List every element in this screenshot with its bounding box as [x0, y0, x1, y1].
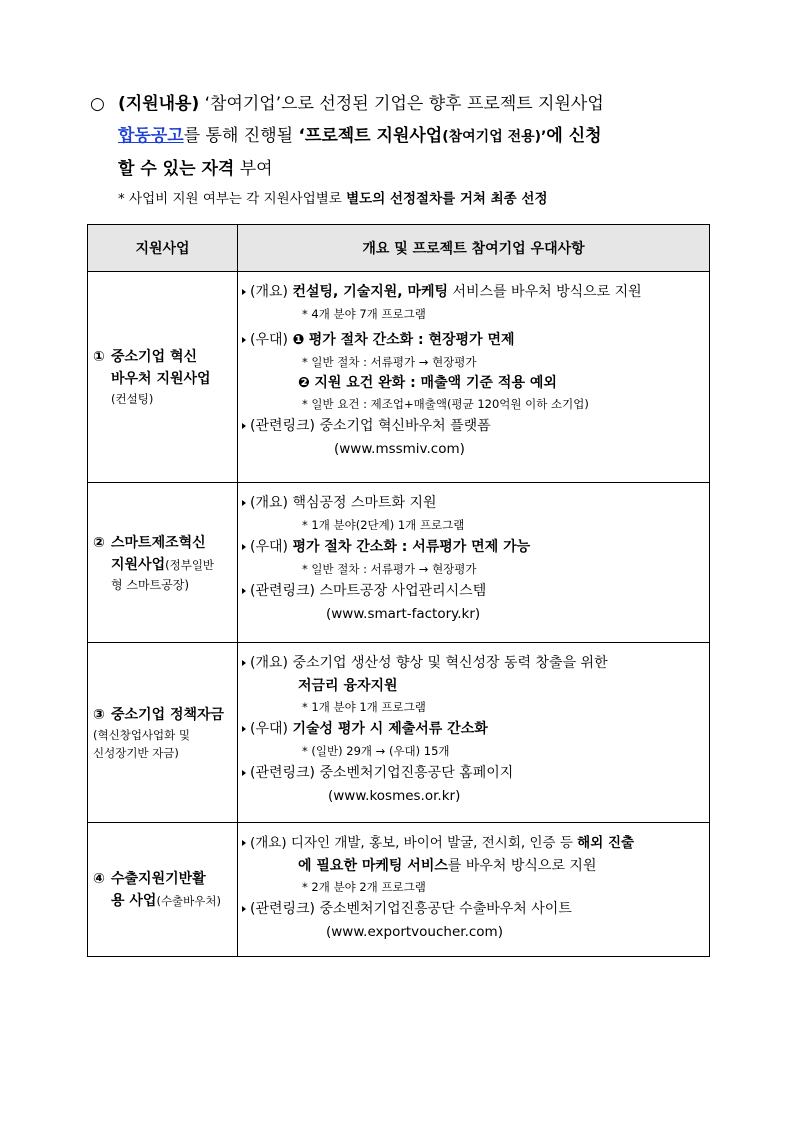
- circle-bullet-icon: ○: [90, 94, 105, 114]
- program-detail-cell: [238, 483, 710, 643]
- intro-line-2: [90, 120, 720, 153]
- program-name-cell: ④ 수출지원기반활 용 사업(수출바우처): [88, 823, 238, 957]
- program-name-cell: [88, 643, 238, 823]
- overview-line-2: 에 필요한 마케팅 서비스를 바우처 방식으로 지원: [298, 858, 597, 874]
- program-subtitle: (혁신창업사업화 및: [93, 727, 191, 742]
- overview-line: (개요) 중소기업 생산성 향상 및 혁신성장 동력 창출을 위한: [242, 651, 705, 675]
- table-row: [88, 823, 710, 957]
- program-name: ③ 중소기업 정책자금: [93, 706, 225, 723]
- intro-note-text: * 사업비 지원 여부는 각 지원사업별로: [118, 191, 347, 207]
- triangle-bullet-icon: [242, 423, 246, 429]
- intro-note: [90, 187, 720, 211]
- support-program-table: [87, 224, 710, 957]
- link-url[interactable]: (www.smart-factory.kr): [326, 606, 481, 622]
- header-overview: 개요 및 프로젝트 참여기업 우대사항: [238, 225, 710, 272]
- intro-bold-2c: 에 신청: [546, 126, 602, 146]
- link-line: (관련링크) 중소벤처기업진흥공단 홈페이지: [242, 761, 705, 785]
- number-1-icon: ❶: [292, 332, 305, 348]
- number-2-icon: ❷: [298, 375, 310, 391]
- overview-note: * 1개 분야(2단계) 1개 프로그램: [302, 518, 465, 532]
- triangle-bullet-icon: [242, 726, 246, 732]
- program-name: ② 스마트제조혁신: [93, 534, 206, 551]
- link-url[interactable]: (www.mssmiv.com): [334, 441, 465, 457]
- link-line: (관련링크) 중소기업 혁신바우처 플랫폼: [242, 414, 705, 438]
- preference-line-2: ❷ 지원 요건 완화 : 매출액 기준 적용 예외: [298, 375, 557, 391]
- triangle-bullet-icon: [242, 337, 246, 343]
- triangle-bullet-icon: [242, 906, 246, 912]
- joint-announcement-link[interactable]: 합동공고: [118, 126, 184, 146]
- table-row: [88, 272, 710, 483]
- preference-note: * 일반 절차 : 서류평가 → 현장평가: [302, 562, 477, 576]
- program-subtitle: 형 스마트공장): [111, 577, 190, 592]
- triangle-bullet-icon: [242, 544, 246, 550]
- triangle-bullet-icon: [242, 840, 246, 846]
- link-line: (관련링크) 스마트공장 사업관리시스템: [242, 579, 705, 603]
- overview-note: * 4개 분야 7개 프로그램: [302, 307, 426, 321]
- preference-line: (우대) 평가 절차 간소화 : 서류평가 면제 가능: [242, 535, 705, 559]
- triangle-bullet-icon: [242, 770, 246, 776]
- overview-line: (개요) 컨설팅, 기술지원, 마케팅 서비스를 바우처 방식으로 지원: [242, 280, 705, 304]
- overview-line-2: 저금리 융자지원: [298, 678, 398, 694]
- triangle-bullet-icon: [242, 289, 246, 295]
- intro-text-1: ‘참여기업’으로 선정된 기업은 향후 프로젝트 지원사업: [199, 94, 604, 114]
- program-detail-cell: [238, 643, 710, 823]
- intro-note-bold: 별도의 선정절차를 거쳐 최종 선정: [346, 191, 548, 207]
- intro-bold-3: 할 수 있는 자격: [118, 159, 235, 179]
- triangle-bullet-icon: [242, 500, 246, 506]
- overview-note: * 2개 분야 2개 프로그램: [302, 880, 426, 894]
- intro-text-3: 부여: [234, 159, 273, 179]
- overview-note: * 1개 분야 1개 프로그램: [302, 700, 426, 714]
- preference-line: (우대) 기술성 평가 시 제출서류 간소화: [242, 717, 705, 741]
- link-url[interactable]: (www.exportvoucher.com): [326, 924, 503, 940]
- link-url[interactable]: (www.kosmes.or.kr): [328, 788, 461, 804]
- header-program: 지원사업: [88, 225, 238, 272]
- intro-text-2: 를 통해 진행될: [183, 126, 299, 146]
- program-detail-cell: [238, 272, 710, 483]
- intro-bold-2b: (참여기업 전용)’: [442, 129, 547, 145]
- preference-note: * (일반) 29개 → (우대) 15개: [302, 744, 450, 758]
- link-line: (관련링크) 중소벤처기업진흥공단 수출바우처 사이트: [242, 897, 705, 921]
- program-name-cell: ② 스마트제조혁신 지원사업(정부일반 형 스마트공장): [88, 483, 238, 643]
- triangle-bullet-icon: [242, 660, 246, 666]
- triangle-bullet-icon: [242, 588, 246, 594]
- preference-note-2: * 일반 요건 : 제조업+매출액(평균 120억원 이하 소기업): [302, 397, 589, 411]
- program-name: ① 중소기업 혁신: [93, 349, 198, 365]
- table-header-row: [88, 225, 710, 272]
- program-name-cell: ① 중소기업 혁신 바우처 지원사업 (컨설팅): [88, 272, 238, 483]
- table-row: [88, 483, 710, 643]
- program-detail-cell: [238, 823, 710, 957]
- overview-line: (개요) 디자인 개발, 홍보, 바이어 발굴, 전시회, 인증 등 해외 진출: [242, 831, 705, 855]
- intro-heading: (지원내용): [118, 94, 200, 114]
- program-subtitle-2: 신성장기반 자금): [93, 745, 179, 760]
- overview-line: (개요) 핵심공정 스마트화 지원: [242, 491, 705, 515]
- table-row: [88, 643, 710, 823]
- intro-section: [90, 88, 720, 211]
- preference-line: (우대) ❶ 평가 절차 간소화 : 현장평가 면제: [242, 328, 705, 352]
- program-name: ④ 수출지원기반활: [93, 870, 206, 887]
- program-subtitle: (컨설팅): [111, 392, 154, 406]
- intro-line-3: [90, 153, 720, 185]
- intro-bold-2a: ‘프로젝트 지원사업: [298, 126, 443, 146]
- intro-line-1: [90, 88, 720, 120]
- preference-note: * 일반 절차 : 서류평가 → 현장평가: [302, 355, 477, 369]
